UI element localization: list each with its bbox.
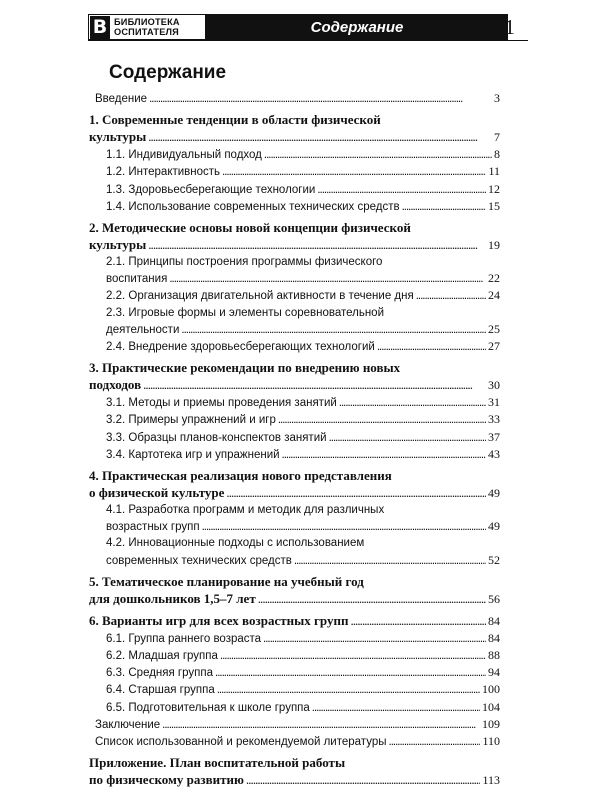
dot-leader xyxy=(246,771,481,788)
toc-page-number: 49 xyxy=(488,519,500,534)
toc-chapter-entry xyxy=(89,467,500,502)
dot-leader xyxy=(149,91,492,107)
dot-leader xyxy=(143,376,486,393)
toc-entry-title: по физическому развитию xyxy=(89,772,244,788)
toc-entry-title: о физической культуре xyxy=(89,485,225,501)
toc-entry-title: 3.1. Методы и приемы проведения занятий xyxy=(106,397,337,410)
toc-page-number: 25 xyxy=(488,321,500,336)
toc-page-number: 7 xyxy=(494,130,500,145)
toc-entry xyxy=(89,446,500,463)
toc-entry-title-line: 2.1. Принципы построения программы физического xyxy=(106,256,383,269)
toc-entry xyxy=(89,664,500,681)
dot-leader xyxy=(222,164,486,180)
toc-entry xyxy=(89,287,500,304)
toc-entry xyxy=(89,305,500,338)
toc-entry-title: культуры xyxy=(89,129,147,145)
toc-entry xyxy=(89,733,500,750)
toc-entry-title: 2.2. Организация двигательной активности в течение дня xyxy=(106,290,414,303)
toc-entry-title-line: 4.1. Разработка программ и методик для различных xyxy=(106,504,385,517)
toc-page-number: 56 xyxy=(488,591,500,606)
toc-entry xyxy=(89,411,500,428)
toc-page-number: 27 xyxy=(488,339,500,354)
page-title: Содержание xyxy=(109,62,227,83)
toc-entry xyxy=(89,254,500,287)
toc-entry xyxy=(89,535,500,568)
dot-leader xyxy=(181,322,486,338)
toc-page-number: 84 xyxy=(488,613,500,628)
toc-entry xyxy=(89,699,500,716)
toc-page-number: 11 xyxy=(488,164,500,179)
page-number: 111 xyxy=(485,15,515,39)
toc-page-number: 3 xyxy=(494,91,500,105)
toc-chapter-entry xyxy=(89,111,500,146)
running-header xyxy=(88,14,508,40)
toc-entry-title-line: 4. Практическая реализация нового представления xyxy=(89,468,392,484)
dot-leader xyxy=(402,199,486,215)
toc-entry-title: 6.1. Группа раннего возраста xyxy=(106,632,262,645)
toc-page-number: 37 xyxy=(488,429,500,444)
toc-entry-title: Введение xyxy=(95,93,148,105)
toc-entry-title-line: 3. Практические рекомендации по внедрению новых xyxy=(89,360,401,376)
toc-page-number: 84 xyxy=(488,630,500,645)
toc-entry-title: 1.1. Индивидуальный подход xyxy=(106,149,262,162)
toc-entry-title-line: 4.2. Инновационные подходы с использованием xyxy=(106,537,365,550)
dot-leader xyxy=(148,128,492,145)
dot-leader xyxy=(377,339,486,355)
toc-entry-title-line: 1. Современные тенденции в области физической xyxy=(89,112,381,128)
toc-page-number: 12 xyxy=(488,181,500,196)
toc-page-number: 43 xyxy=(488,446,500,461)
toc-chapter-entry xyxy=(89,754,500,789)
toc-page-number: 88 xyxy=(488,648,500,663)
toc-page-number: 19 xyxy=(488,238,500,253)
toc-page-number: 22 xyxy=(488,271,500,286)
toc-entry xyxy=(89,181,500,198)
toc-entry xyxy=(89,716,500,733)
toc-entry xyxy=(89,198,500,215)
header-rule xyxy=(88,40,528,41)
toc-entry xyxy=(89,630,500,647)
series-logo-line2: ОСПИТАТЕЛЯ xyxy=(114,27,179,37)
toc-entry-title: возрастных групп xyxy=(106,521,200,534)
dot-leader xyxy=(282,447,486,463)
dot-leader xyxy=(258,590,486,607)
toc-page-number: 109 xyxy=(482,716,500,731)
toc-entry-title: 3.4. Картотека игр и упражнений xyxy=(106,448,280,461)
series-logo-line1: БИБЛИОТЕКА xyxy=(114,17,180,27)
toc-entry-title-line: 2.3. Игровые формы и элементы соревновательной xyxy=(106,306,385,319)
dot-leader xyxy=(148,236,486,253)
toc-page-number: 113 xyxy=(482,773,500,788)
toc-entry xyxy=(89,163,500,180)
toc-page-number: 100 xyxy=(482,682,500,697)
toc-page-number: 31 xyxy=(488,395,500,410)
toc-page-number: 52 xyxy=(488,552,500,567)
toc-page-number: 8 xyxy=(494,147,500,162)
toc-entry xyxy=(89,394,500,411)
series-logo-text xyxy=(114,17,180,37)
toc-page-number: 24 xyxy=(488,288,500,303)
toc-page-number: 94 xyxy=(488,665,500,680)
toc-entry xyxy=(89,338,500,355)
dot-leader xyxy=(350,612,486,629)
header-section-title: Содержание xyxy=(206,14,508,40)
dot-leader xyxy=(389,734,481,750)
dot-leader xyxy=(317,182,486,198)
toc-page-number: 104 xyxy=(482,699,500,714)
toc-entry-title: 3.3. Образцы планов-конспектов занятий xyxy=(106,431,327,444)
toc-chapter-entry xyxy=(89,359,500,394)
toc-entry-title: Заключение xyxy=(95,718,161,731)
table-of-contents xyxy=(89,90,500,789)
toc-entry-title: 3.2. Примеры упражнений и игр xyxy=(106,414,276,427)
dot-leader xyxy=(220,648,486,664)
toc-entry-title: воспитания xyxy=(106,273,168,286)
toc-entry-title: 6.3. Средняя группа xyxy=(106,667,213,680)
toc-chapter-entry xyxy=(89,573,500,608)
toc-page-number: 110 xyxy=(482,734,500,749)
dot-leader xyxy=(339,395,486,411)
toc-entry-title: деятельности xyxy=(106,323,180,336)
dot-leader xyxy=(264,147,492,163)
toc-entry xyxy=(89,647,500,664)
toc-entry-title-line: 5. Тематическое планирование на учебный год xyxy=(89,573,364,589)
dot-leader xyxy=(169,271,486,287)
toc-entry-title: 6.2. Младшая группа xyxy=(106,650,218,663)
toc-page-number: 49 xyxy=(488,486,500,501)
dot-leader xyxy=(294,553,486,569)
toc-entry-title: 1.3. Здоровьесберегающие технологии xyxy=(106,183,316,196)
series-logo xyxy=(88,14,206,40)
toc-page-number: 15 xyxy=(488,198,500,213)
toc-entry xyxy=(89,502,500,535)
toc-entry-title-line: Приложение. План воспитательной работы xyxy=(89,755,346,771)
dot-leader xyxy=(217,682,480,698)
toc-entry xyxy=(89,681,500,698)
dot-leader xyxy=(226,484,486,501)
toc-entry-title: 6.5. Подготовительная к школе группа xyxy=(106,701,310,714)
toc-entry xyxy=(89,146,500,163)
dot-leader xyxy=(202,519,486,535)
toc-chapter-entry xyxy=(89,612,500,630)
toc-entry-title: культуры xyxy=(89,237,147,253)
dot-leader xyxy=(278,412,486,428)
toc-entry-title-line: 2. Методические основы новой концепции физической xyxy=(89,220,411,236)
dot-leader xyxy=(215,665,486,681)
toc-page-number: 30 xyxy=(488,378,500,393)
toc-entry-title: Список использованной и рекомендуемой литературы xyxy=(95,736,387,749)
toc-entry xyxy=(89,90,500,107)
toc-entry-title: 6. Варианты игр для всех возрастных групп xyxy=(89,612,349,628)
toc-entry-title: подходов xyxy=(89,377,142,393)
toc-page-number: 33 xyxy=(488,412,500,427)
toc-entry-title: 6.4. Старшая группа xyxy=(106,684,215,697)
toc-entry-title: 1.4. Использование современных технических средств xyxy=(106,200,400,213)
toc-entry xyxy=(89,429,500,446)
toc-entry-title: 1.2. Интерактивность xyxy=(106,166,221,179)
dot-leader xyxy=(162,717,480,733)
dot-leader xyxy=(329,430,486,446)
series-logo-letter: В xyxy=(90,16,110,39)
dot-leader xyxy=(263,631,486,647)
toc-entry-title: современных технических средств xyxy=(106,554,292,567)
toc-chapter-entry xyxy=(89,219,500,254)
toc-entry-title: 2.4. Внедрение здоровьесберегающих технологий xyxy=(106,341,375,354)
dot-leader xyxy=(312,700,480,716)
dot-leader xyxy=(416,288,486,304)
toc-entry-title: для дошкольников 1,5–7 лет xyxy=(89,590,256,606)
